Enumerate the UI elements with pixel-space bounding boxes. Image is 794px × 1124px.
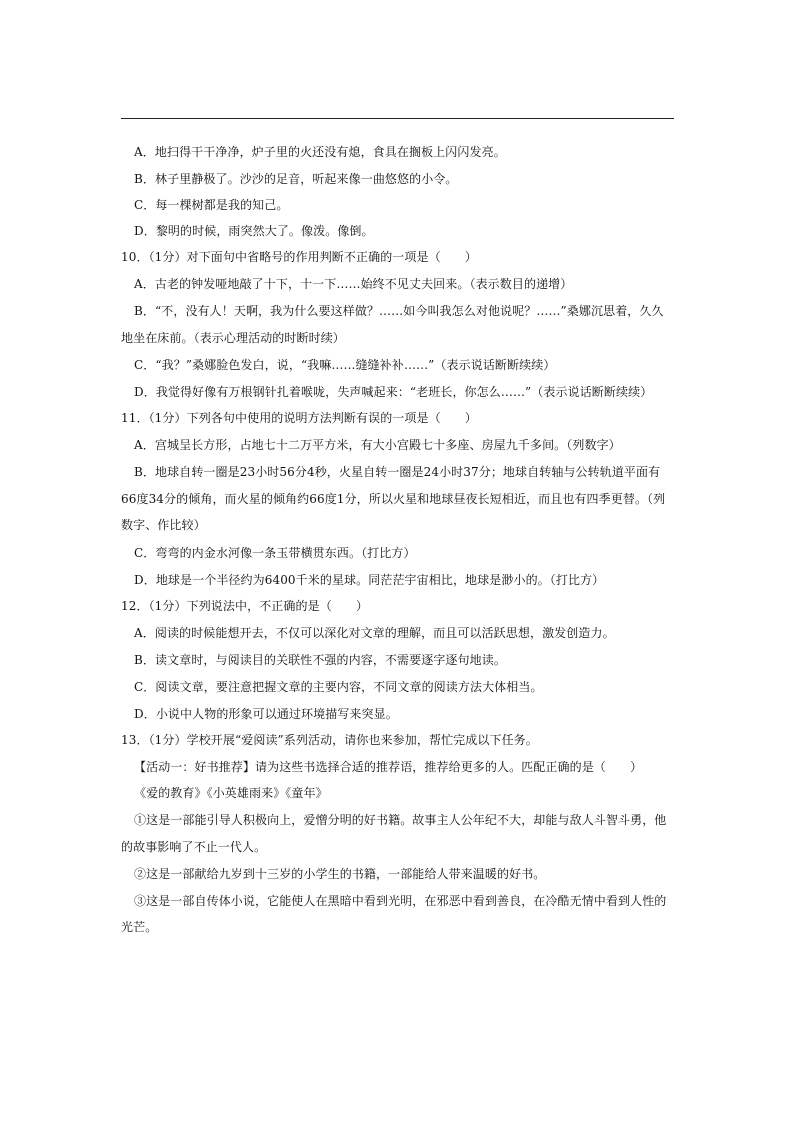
q13-stem: 13．（1分）学校开展“爱阅读”系列活动，请你也来参加，帮忙完成以下任务。 <box>121 733 538 747</box>
q13-item-1: ①这是一部能引导人积极向上，爱憎分明的好书籍。故事主人公年纪不大，却能与敌人斗智斗勇，他 <box>134 813 667 827</box>
q13-item-1-cont: 的故事影响了不止一代人。 <box>121 840 267 854</box>
q13-activity: 【活动一：好书推荐】请为这些书选择合适的推荐语，推荐给更多的人。匹配正确的是（ ） <box>134 760 643 774</box>
q11-option-c: C．弯弯的内金水河像一条玉带横贯东西。（打比方） <box>134 546 416 560</box>
q12-option-a: A．阅读的时候能想开去，不仅可以深化对文章的理解，而且可以活跃思想，激发创造力。 <box>134 626 615 640</box>
q13-item-3: ③这是一部自传体小说，它能使人在黑暗中看到光明，在邪恶中看到善良，在冷酷无情中看到人性的 <box>134 894 667 908</box>
q9-option-a: A．地扫得干干净净，炉子里的火还没有熄，食具在搁板上闪闪发亮。 <box>134 145 506 159</box>
q9-option-c: C．每一棵树都是我的知己。 <box>134 198 289 212</box>
q12-option-d: D．小说中人物的形象可以通过环境描写来突显。 <box>134 707 398 721</box>
q10-option-b-cont: 地坐在床前。（表示心理活动的时断时续） <box>121 331 345 345</box>
q13-books: 《爱的教育》《小英雄雨来》《童年》 <box>134 786 328 800</box>
q11-option-b: B．地球自转一圈是23小时56分4秒，火星自转一圈是24小时37分；地球自转轴与公转轨道平面有 <box>134 465 661 479</box>
header-rule <box>121 118 674 119</box>
q10-option-d: D．我觉得好像有万根钢针扎着喉咙，失声喊起来：“老班长，你怎么……”（表示说话断断续续） <box>134 385 653 399</box>
q11-option-b-cont2: 数字、作比较） <box>121 518 206 532</box>
q12-option-c: C．阅读文章，要注意把握文章的主要内容，不同文章的阅读方法大体相当。 <box>134 680 543 694</box>
q11-option-d: D．地球是一个半径约为6400千米的星球。同茫茫宇宙相比，地球是渺小的。（打比方） <box>134 573 605 587</box>
q11-option-a: A．宫城呈长方形，占地七十二万平方米，有大小宫殿七十多座、房屋九千多间。（列数字） <box>134 438 621 452</box>
q11-option-b-cont: 66度34分的倾角，而火星的倾角约66度1分，所以火星和地球昼夜长短相近，而且也有四季更替。（列 <box>121 492 666 506</box>
q12-option-b: B．读文章时，与阅读目的关联性不强的内容，不需要逐字逐句地读。 <box>134 653 506 667</box>
q13-item-3-cont: 光芒。 <box>121 920 158 934</box>
q11-stem: 11．（1分）下列各句中使用的说明方法判断有误的一项是（ ） <box>121 411 478 425</box>
q10-option-a: A．古老的钟发哑地敲了十下，十一下……始终不见丈夫回来。（表示数目的递增） <box>134 277 573 291</box>
q12-stem: 12．（1分）下列说法中，不正确的是（ ） <box>121 599 369 613</box>
q9-option-b: B．林子里静极了。沙沙的足音，听起来像一曲悠悠的小令。 <box>134 172 458 186</box>
q10-stem: 10．（1分）对下面句中省略号的作用判断不正确的一项是（ ） <box>121 250 478 264</box>
q9-option-d: D．黎明的时候，雨突然大了。像泼。像倒。 <box>134 224 374 238</box>
q10-option-c: C．“我？”桑娜脸色发白，说，“我嘛……缝缝补补……”（表示说话断断续续） <box>134 358 556 372</box>
q13-item-2: ②这是一部献给九岁到十三岁的小学生的书籍，一部能给人带来温暖的好书。 <box>134 867 546 881</box>
q10-option-b: B．“不，没有人！天啊，我为什么要这样做？……如今叫我怎么对他说呢？……”桑娜沉思着，久久 <box>134 304 664 318</box>
